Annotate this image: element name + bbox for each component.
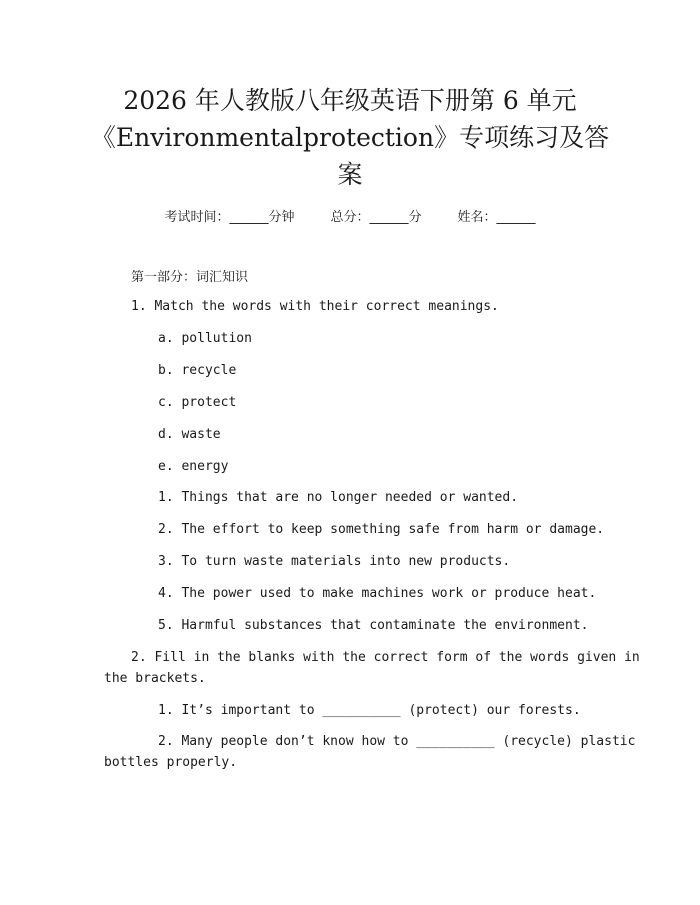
meaning-4: 4. The power used to make machines work or produce heat.: [158, 586, 597, 601]
document-title-line-2: 《Environmentalprotection》专项练习及答: [90, 123, 610, 152]
exam-info: [0, 206, 700, 225]
document-title-line-1: 2026 年人教版八年级英语下册第 6 单元: [123, 86, 577, 115]
meaning-3: 3. To turn waste materials into new products.: [158, 554, 511, 569]
student-name: 姓名：______: [457, 210, 536, 225]
question-1: 1. Match the words with their correct meanings.: [131, 299, 499, 314]
blank-item-2: 2. Many people don’t know how to __________ (recycle) plastic: [158, 734, 636, 749]
exam-time: 考试时间：______分钟: [164, 210, 295, 225]
total-score: 总分：______分: [330, 210, 422, 225]
meaning-2: 2. The effort to keep something safe from harm or damage.: [158, 522, 605, 537]
option-e: e. energy: [158, 459, 229, 474]
section-heading: 第一部分：词汇知识: [131, 270, 249, 285]
question-2-line-2: the brackets.: [104, 671, 206, 686]
option-d: d. waste: [158, 427, 221, 442]
question-2-line-1: 2. Fill in the blanks with the correct form of the words given in: [131, 650, 640, 665]
option-b: b. recycle: [158, 363, 237, 378]
option-a: a. pollution: [158, 331, 252, 346]
meaning-5: 5. Harmful substances that contaminate the environment.: [158, 618, 589, 633]
option-c: c. protect: [158, 395, 237, 410]
meaning-1: 1. Things that are no longer needed or wanted.: [158, 490, 519, 505]
document-title-line-3: 案: [337, 160, 363, 189]
blank-item-1: 1. It’s important to __________ (protect) our forests.: [158, 703, 581, 718]
blank-item-2-continued: bottles properly.: [104, 755, 238, 770]
